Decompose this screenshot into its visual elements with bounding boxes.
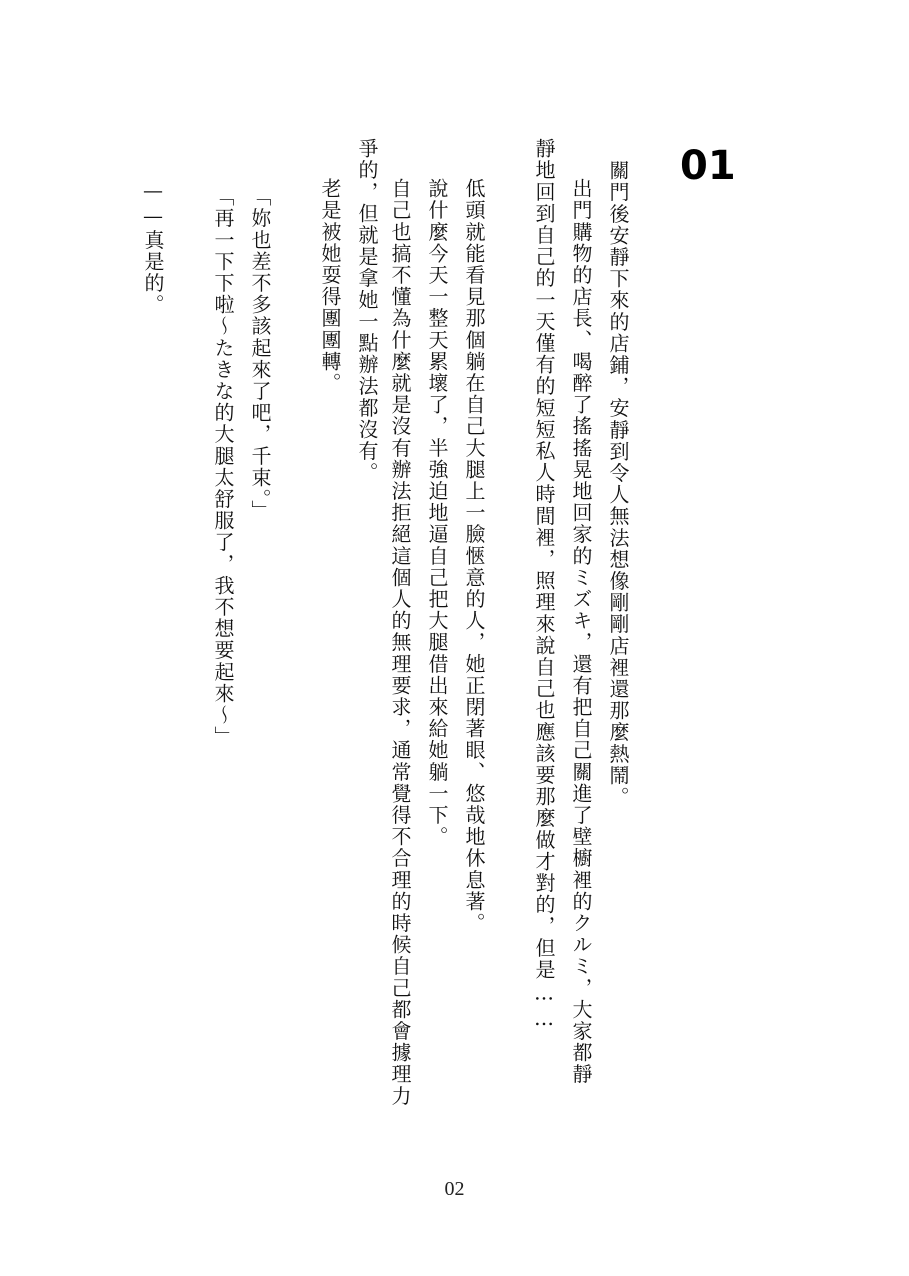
text-line-10: 「再一下下啦～たきな的大腿太舒服了，我不想要起來～」 bbox=[211, 186, 235, 748]
text-line-8: 老是被她耍得團團轉。 bbox=[318, 178, 342, 394]
text-line-1: 關門後安靜下來的店鋪，安靜到令人無法想像剛剛店裡還那麼熱鬧。 bbox=[606, 160, 630, 808]
text-line-9: 「妳也差不多該起來了吧，千束。」 bbox=[248, 186, 272, 522]
text-line-7: 爭的，但就是拿她一點辦法都沒有。 bbox=[355, 138, 379, 484]
text-line-2: 出門購物的店長、喝醉了搖搖晃地回家的ミズキ，還有把自己關進了壁櫥裡的クルミ，大家都靜 bbox=[569, 178, 593, 1086]
page-number: 02 bbox=[444, 1178, 465, 1200]
text-line-11: ——真是的。 bbox=[141, 178, 165, 316]
text-line-6: 自己也搞不懂為什麼就是沒有辦法拒絕這個人的無理要求，通常覺得不合理的時候自己都會據理力 bbox=[388, 178, 412, 1107]
text-line-5: 說什麼今天一整天累壞了，半強迫地逼自己把大腿借出來給她躺一下。 bbox=[425, 178, 449, 848]
text-line-4: 低頭就能看見那個躺在自己大腿上一臉愜意的人，她正閉著眼、悠哉地休息著。 bbox=[462, 178, 486, 934]
chapter-number: 01 bbox=[680, 143, 736, 189]
text-line-3: 靜地回到自己的一天僅有的短短私人時間裡，照理來說自己也應該要那麼做才對的，但是…… bbox=[532, 138, 556, 1032]
